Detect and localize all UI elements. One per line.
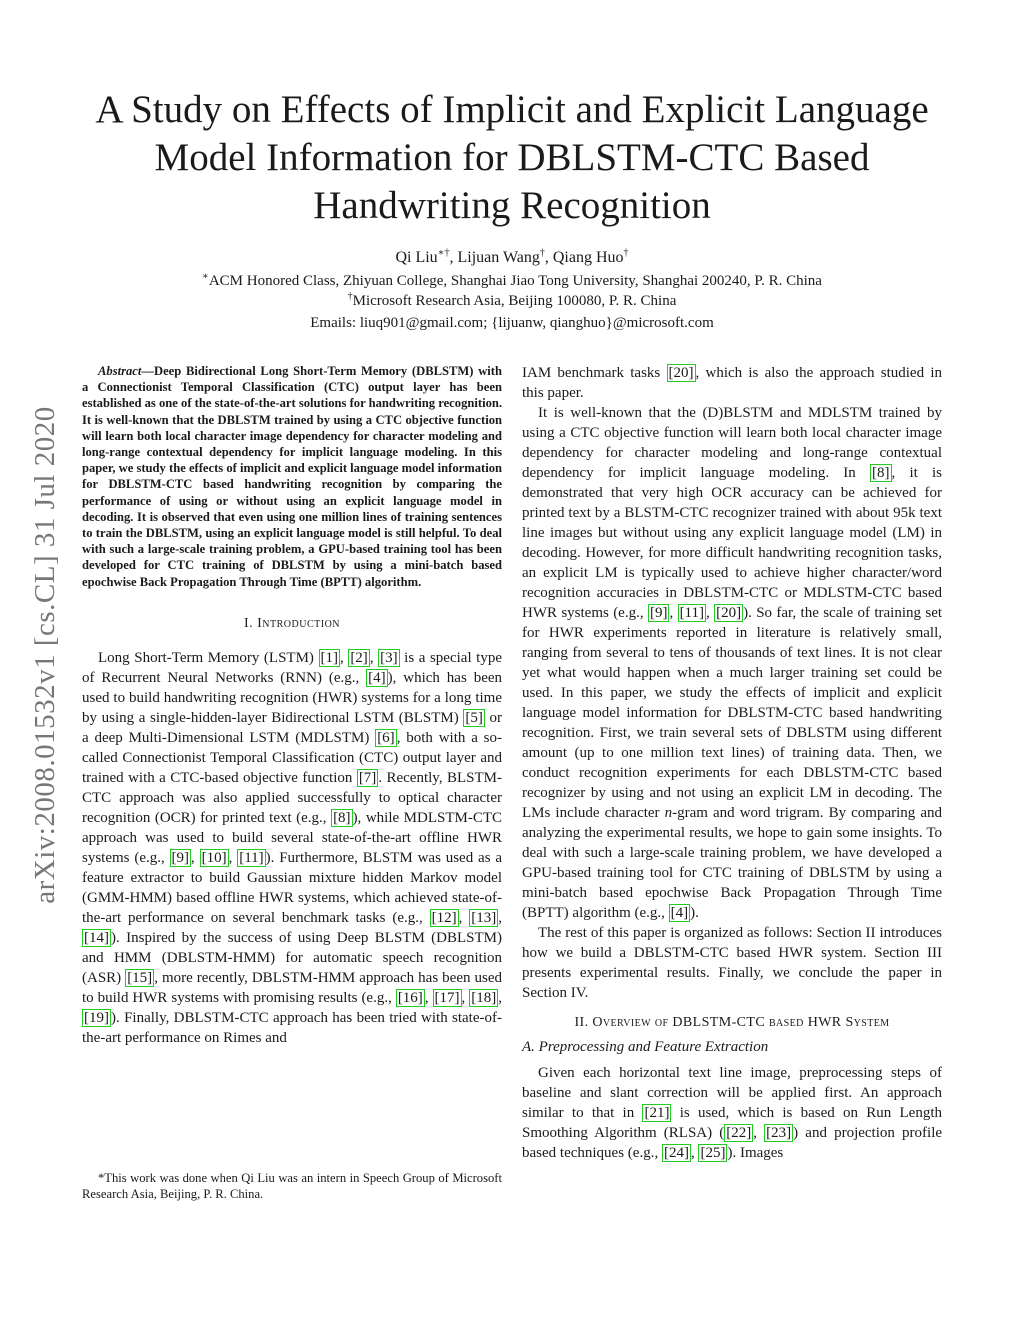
citation-link[interactable]: [11]: [239, 849, 264, 866]
citation-link[interactable]: [22]: [726, 1125, 752, 1141]
section-title: System: [845, 1015, 890, 1030]
body-paragraph: IAM benchmark tasks [20] , which is also the approach studied in this paper.: [522, 365, 942, 401]
citation-link[interactable]: [4]: [368, 669, 386, 686]
left-column: [82, 363, 502, 1048]
author-name: Qiang Huo: [552, 249, 624, 266]
citation-link[interactable]: [20]: [668, 365, 694, 381]
citation-link[interactable]: [5]: [465, 709, 483, 726]
affiliation-text: Microsoft Research Asia, Beijing 100080, P. R. China: [352, 293, 677, 309]
section-title: based: [768, 1015, 804, 1030]
author-name: Qi Liu: [395, 249, 438, 266]
citation-link[interactable]: [25]: [700, 1145, 726, 1161]
abstract: [82, 363, 502, 590]
section-heading-introduction: [82, 614, 502, 634]
citation-link[interactable]: [17]: [434, 989, 460, 1006]
author-name: Lijuan Wang: [457, 249, 540, 266]
citation-link[interactable]: [13]: [471, 909, 497, 926]
affiliation-2: [60, 291, 964, 311]
citation-link[interactable]: [11]: [679, 605, 704, 621]
affiliation-text: ACM Honored Class, Zhiyuan College, Shanghai Jiao Tong University, Shanghai 200240, P. R. China: [208, 273, 822, 289]
body-paragraph: Given each horizontal text line image, preprocessing steps of baseline and slant correction will be applied first. An approach similar to that in [21] is used, which is based on Run Length Smoothing Algorithm (RLSA) ( [22] , [23] ) and projection profile based techniques (e.g., [24] , [25] ). Images: [522, 1065, 943, 1161]
section-number: II.: [574, 1015, 589, 1030]
subsection-heading: A. Preprocessing and Feature Extraction: [522, 1039, 769, 1055]
author-mark: †: [539, 247, 545, 259]
citation-link[interactable]: [8]: [872, 465, 890, 481]
citation-link[interactable]: [8]: [333, 809, 351, 826]
right-column: [522, 363, 942, 1163]
author-emails: Emails: liuq901@gmail.com; {lijuanw, qianghuo}@microsoft.com: [310, 315, 714, 331]
citation-link[interactable]: [21]: [644, 1105, 670, 1121]
citation-link[interactable]: [12]: [431, 909, 457, 926]
citation-link[interactable]: [14]: [84, 929, 109, 946]
author-mark: †: [623, 247, 629, 259]
citation-link[interactable]: [15]: [127, 969, 153, 986]
citation-link[interactable]: [4]: [670, 905, 689, 921]
section-title: Overview of: [592, 1015, 669, 1030]
citation-link[interactable]: [16]: [397, 989, 423, 1006]
affiliation-mark: ∗: [202, 271, 209, 282]
affiliation-mark: †: [347, 291, 353, 302]
abstract-label: Abstract: [98, 364, 142, 378]
section-heading-overview: [522, 1013, 942, 1033]
citation-link[interactable]: [18]: [471, 989, 497, 1006]
citation-link[interactable]: [3]: [380, 649, 398, 666]
footnote: *This work was done when Qi Liu was an intern in Speech Group of Microsoft Research Asia, Beijing, P. R. China.: [82, 1171, 502, 1201]
citation-link[interactable]: [20]: [716, 605, 742, 621]
author-list: Qi Liu∗†, Lijuan Wang†, Qiang Huo†: [395, 247, 629, 266]
citation-link[interactable]: [10]: [201, 849, 227, 866]
body-paragraph: The rest of this paper is organized as follows: Section II introduces how we build a DBLSTM-CTC based HWR system. Section III presents experimental results. Finally, we conclude the paper in Section IV.: [522, 925, 942, 1001]
section-title: HWR: [807, 1015, 842, 1030]
citation-link[interactable]: [23]: [766, 1125, 792, 1141]
citation-link[interactable]: [2]: [350, 649, 368, 666]
author-mark: ∗†: [437, 247, 450, 259]
citation-link[interactable]: [1]: [320, 649, 338, 666]
body-paragraph: It is well-known that the (D)BLSTM and MDLSTM trained by using a CTC objective function will learn both local character image dependency for character modeling and long-range contextual dependency for implicit language modeling. In [8] , it is demonstrated that very high OCR accuracy can be achieved for printed text by a BLSTM-CTC recognizer trained with about 95k text line images but without using any explicit language model (LM) in decoding. However, for more difficult handwriting recognition tasks, an explicit LM is typically used to achieve higher character/word recognition accuracies in DBLSTM-CTC or MDLSTM-CTC based HWR systems (e.g., [9] , [11] , [20] ). So far, the scale of training set for HWR experiments reported in literature is relatively small, ranging from several to tens of thousands of text lines. It is not clear yet what would happen when a much larger training set could be used. In this paper, we study the effects of implicit and explicit language model information for DBLSTM-CTC based handwriting recognition. First, we train several sets of DBLSTM using different amount (up to one million text lines) of training data. Then, we conduct recognition experiments for each DBLSTM-CTC based recognizer by using and not using an explicit LM in decoding. The LMs include character n-gram and word trigram. By comparing and analyzing the experimental results, we hope to gain some insights. To deal with such a large-scale training problem, we have developed a GPU-based training tool for CTC training of DBLSTM by using a mini-batch based epochwise Back Propagation Through Time (BPTT) algorithm (e.g., [4] ).: [522, 405, 943, 921]
math-symbol: n: [664, 805, 673, 821]
intro-paragraph: Long Short-Term Memory (LSTM) [1] , [2] , [3] is a special type of Recurrent Neural Networks (RNN) (e.g., [4] ), which has been used to build handwriting recognition (HWR) systems for a long time by using a single-hidden-layer Bidirectional LSTM (BLSTM) [5] or a deep Multi-Dimensional LSTM (MDLSTM) [6] , both with a so-called Connectionist Temporal Classification (CTC) output layer and trained with a CTC-based objective function [7] . Recently, BLSTM-CTC approach was also applied successfully to optical character recognition (OCR) for printed text (e.g., [8] ), while MDLSTM-CTC approach was used to build several state-of-the-art offline HWR systems (e.g., [9] , [10] , [11] ). Furthermore, BLSTM was used as a feature extractor to build Gaussian mixture hidden Markov model (GMM-HMM) based offline HWR systems, which achieved state-of-the-art performance on several benchmark tasks (e.g., [12] , [13] , [14] ). Inspired by the success of using Deep BLSTM (DBLSTM) and HMM (DBLSTM-HMM) for automatic speech recognition (ASR) [15] , more recently, DBLSTM-HMM approach has been used to build HWR systems with promising results (e.g., [16] , [17] , [18] , [19] ). Finally, DBLSTM-CTC approach has been tried with state-of-the-art performance on Rimes and: [82, 649, 503, 1046]
citation-link[interactable]: [19]: [84, 1009, 109, 1026]
paper-title: A Study on Effects of Implicit and Explicit Language Model Information for DBLSTM-CTC Based Handwriting Recognition: [95, 88, 929, 227]
citation-link[interactable]: [24]: [663, 1145, 689, 1161]
citation-link[interactable]: [7]: [358, 769, 377, 786]
citation-link[interactable]: [6]: [377, 729, 395, 746]
section-number: I.: [243, 615, 254, 631]
arxiv-identifier: arXiv:2008.01532v1 [cs.CL] 31 Jul 2020: [29, 406, 61, 904]
citation-link[interactable]: [9]: [171, 849, 190, 866]
abstract-text: —Deep Bidirectional Long Short-Term Memory (DBLSTM) with a Connectionist Temporal Classification (CTC) output layer has been established as one of the state-of-the-art solutions for handwriting recognition. It is well-known that the DBLSTM trained by using a CTC objective function will learn both local character image dependency for character modeling and long-range contextual dependency for implicit language modeling. In this paper, we study the effects of implicit and explicit language model information for DBLSTM-CTC based handwriting recognition by comparing the performance of using or without using an explicit language model in decoding. It is observed that even using one million lines of training sentences to train the DBLSTM, using an explicit language model is still helpful. To deal with such a large-scale training problem, a GPU-based training tool has been developed for CTC training of DBLSTM by using a mini-batch based epochwise Back Propagation Through Time (BPTT) algorithm.: [82, 364, 503, 589]
section-title: DBLSTM-CTC: [672, 1015, 766, 1030]
section-title: Introduction: [257, 615, 341, 631]
affiliation-1: [60, 271, 964, 291]
citation-link[interactable]: [9]: [649, 605, 668, 621]
